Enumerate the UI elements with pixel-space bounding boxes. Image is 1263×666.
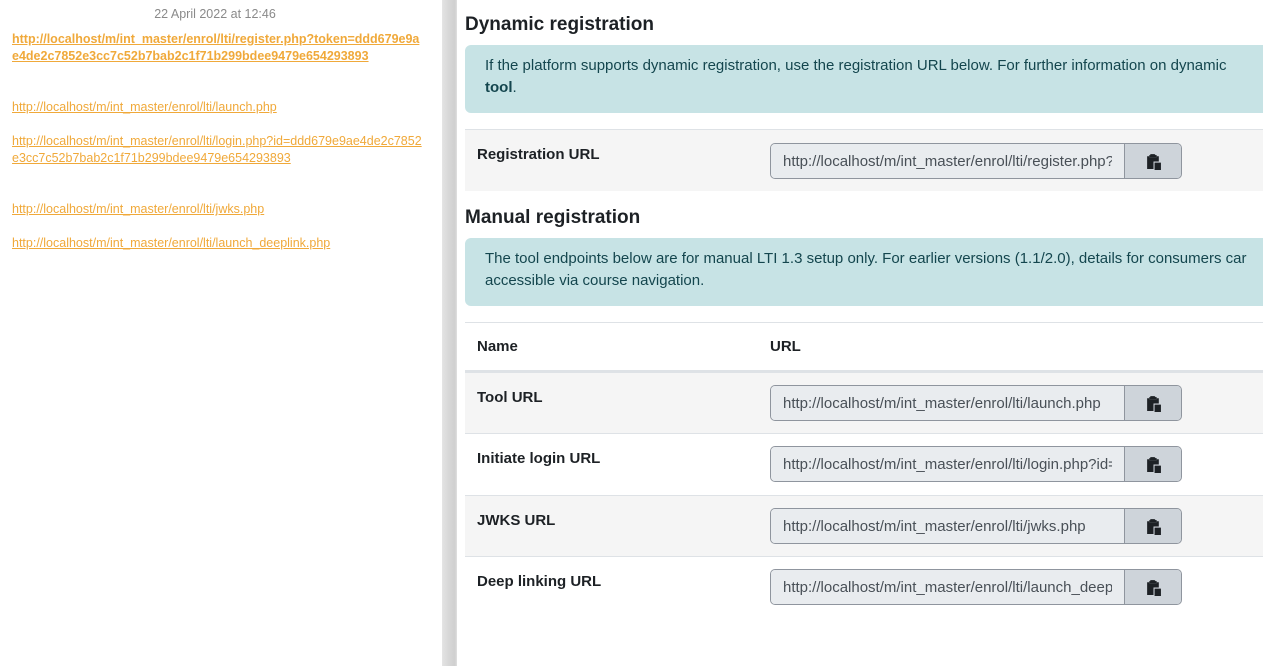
endpoints-table-header	[465, 322, 1263, 372]
registration-url-label: Registration URL	[477, 146, 600, 163]
manual-info-line1: The tool endpoints below are for manual LTI 1.3 setup only. For earlier versions (1.1/2.0), details for consumers car	[485, 250, 1247, 267]
dynamic-info-end: .	[512, 79, 517, 96]
lti-registration-page	[457, 0, 1263, 666]
email-preview-panel	[0, 0, 443, 666]
table-row	[465, 372, 1263, 433]
deeplink-link[interactable]: http://localhost/m/int_master/enrol/lti/launch_deeplink.php	[12, 236, 331, 250]
launch-link[interactable]: http://localhost/m/int_master/enrol/lti/launch.php	[12, 100, 277, 114]
manual-registration-heading: Manual registration	[465, 207, 641, 228]
initiate-login-url-input[interactable]	[771, 447, 1124, 481]
jwks-url-field	[770, 508, 1182, 544]
jwks-link[interactable]: http://localhost/m/int_master/enrol/lti/jwks.php	[12, 202, 265, 216]
initiate-login-url-field	[770, 446, 1182, 482]
dynamic-info-text: If the platform supports dynamic registration, use the registration URL below. For further information on dynamic	[485, 57, 1227, 74]
tool-url-label: Tool URL	[477, 389, 543, 406]
panel-divider	[443, 0, 457, 666]
registration-url-row	[465, 129, 1263, 191]
dynamic-info-bold: tool	[485, 79, 513, 96]
tool-url-input[interactable]	[771, 386, 1124, 420]
copy-to-clipboard-icon	[1145, 153, 1162, 170]
deep-linking-url-field	[770, 569, 1182, 605]
table-row	[465, 433, 1263, 495]
copy-initiate-login-url-button[interactable]	[1124, 447, 1181, 481]
table-row	[465, 495, 1263, 556]
copy-to-clipboard-icon	[1145, 579, 1162, 596]
copy-jwks-url-button[interactable]	[1124, 509, 1181, 543]
login-link[interactable]: http://localhost/m/int_master/enrol/lti/login.php?id=ddd679e9ae4de2c7852e3cc7c52b7bab2c1f71b299bdee9479e654293893	[12, 134, 422, 165]
copy-to-clipboard-icon	[1145, 518, 1162, 535]
copy-to-clipboard-icon	[1145, 456, 1162, 473]
jwks-url-input[interactable]	[771, 509, 1124, 543]
column-url-header: URL	[770, 338, 801, 355]
table-row	[465, 556, 1263, 618]
manual-registration-info	[465, 238, 1263, 306]
column-name-header: Name	[477, 338, 518, 355]
copy-to-clipboard-icon	[1145, 395, 1162, 412]
copy-registration-url-button[interactable]	[1124, 144, 1181, 178]
register-link[interactable]: http://localhost/m/int_master/enrol/lti/register.php?token=ddd679e9ae4de2c7852e3cc7c52b7bab2c1f71b299bdee9479e654293893	[12, 32, 420, 63]
jwks-url-label: JWKS URL	[477, 512, 556, 529]
message-timestamp: 22 April 2022 at 12:46	[154, 7, 276, 21]
manual-info-line2: accessible via course navigation.	[485, 272, 705, 289]
tool-url-field	[770, 385, 1182, 421]
deep-linking-url-label: Deep linking URL	[477, 573, 602, 590]
copy-tool-url-button[interactable]	[1124, 386, 1181, 420]
deep-linking-url-input[interactable]	[771, 570, 1124, 604]
initiate-login-url-label: Initiate login URL	[477, 450, 601, 467]
copy-deep-linking-url-button[interactable]	[1124, 570, 1181, 604]
dynamic-registration-info	[465, 45, 1263, 113]
registration-url-field	[770, 143, 1182, 179]
dynamic-registration-heading: Dynamic registration	[465, 14, 654, 35]
registration-url-input[interactable]	[771, 144, 1124, 178]
